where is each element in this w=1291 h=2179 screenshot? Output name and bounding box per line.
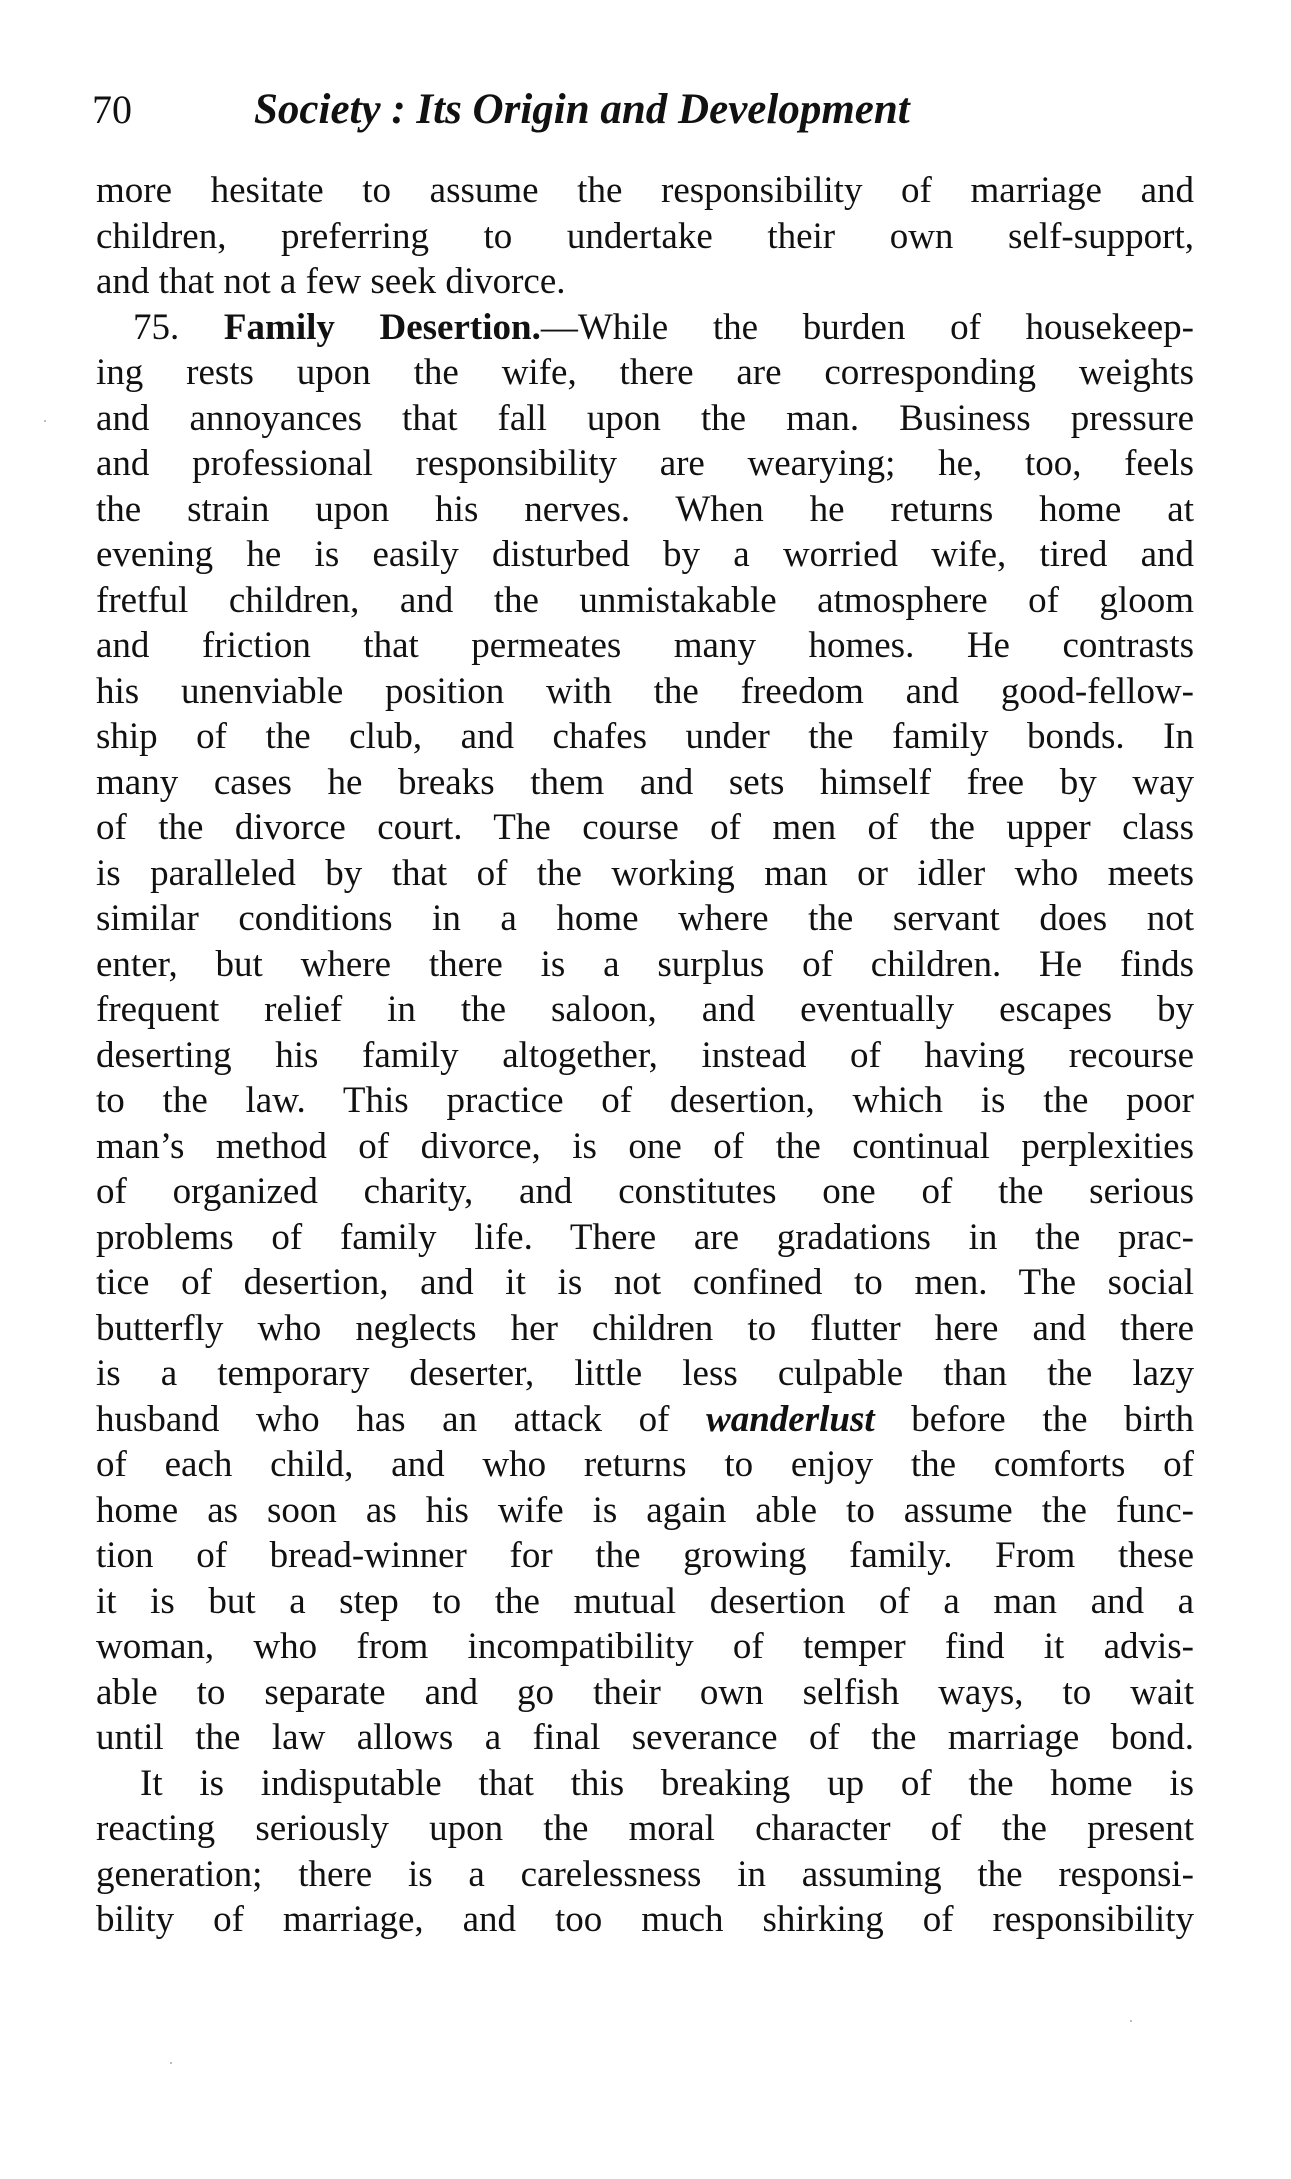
page-number: 70 bbox=[92, 87, 132, 132]
section-heading: Family Desertion. bbox=[223, 306, 541, 348]
paper-speck bbox=[44, 420, 46, 422]
text-line: and professional responsibility are wearying; he, too, feels bbox=[96, 443, 1194, 484]
section-first-line-text: —While the burden of housekeep- bbox=[540, 306, 1195, 348]
paper-speck bbox=[1130, 2020, 1132, 2022]
text-line: similar conditions in a home where the servant does not bbox=[96, 898, 1194, 939]
text-line: home as soon as his wife is again able to assume the func- bbox=[96, 1489, 1194, 1531]
section-start-line bbox=[96, 305, 1194, 351]
text-line: it is but a step to the mutual desertion of a man and a bbox=[96, 1580, 1194, 1622]
text-line: ing rests upon the wife, there are corresponding weights bbox=[96, 352, 1194, 393]
text-line: and friction that permeates many homes. He contrasts bbox=[96, 625, 1194, 666]
text-line: many cases he breaks them and sets himself free by way bbox=[96, 761, 1194, 803]
page-header bbox=[92, 82, 1192, 138]
text-line: woman, who from incompatibility of temper find it advis- bbox=[96, 1626, 1194, 1667]
text-line: bility of marriage, and too much shirking of responsibility bbox=[96, 1899, 1194, 1940]
text-line: fretful children, and the unmistakable atmosphere of gloom bbox=[96, 579, 1194, 621]
text-line: enter, but where there is a surplus of children. He finds bbox=[96, 943, 1194, 985]
text-line: tion of bread-winner for the growing family. From these bbox=[96, 1535, 1194, 1576]
text-line: is paralleled by that of the working man or idler who meets bbox=[96, 852, 1194, 894]
text-line: deserting his family altogether, instead of having recourse bbox=[96, 1034, 1194, 1076]
text-line: reacting seriously upon the moral character of the present bbox=[96, 1808, 1194, 1849]
text-line: tice of desertion, and it is not confined to men. The social bbox=[96, 1262, 1194, 1303]
text-line: ship of the club, and chafes under the family bonds. In bbox=[96, 716, 1194, 757]
text-line: generation; there is a carelessness in assuming the responsi- bbox=[96, 1853, 1194, 1895]
text-line: man’s method of divorce, is one of the continual perplexities bbox=[96, 1125, 1194, 1167]
text-line: of the divorce court. The course of men of the upper class bbox=[96, 807, 1194, 848]
text-line: evening he is easily disturbed by a worried wife, tired and bbox=[96, 534, 1194, 575]
text-line: butterfly who neglects her children to flutter here and there bbox=[96, 1307, 1194, 1349]
text-line: the strain upon his nerves. When he returns home at bbox=[96, 488, 1194, 530]
text-line: able to separate and go their own selfish ways, to wait bbox=[96, 1671, 1194, 1713]
body-text bbox=[96, 168, 1194, 1943]
text-line: children, preferring to undertake their own self-support, bbox=[96, 215, 1194, 257]
paper-speck bbox=[170, 2062, 172, 2064]
line-28-end: before the birth bbox=[874, 1398, 1194, 1440]
text-line-with-italic bbox=[96, 1397, 1194, 1443]
text-line: to the law. This practice of desertion, which is the poor bbox=[96, 1080, 1194, 1121]
text-line: his unenviable position with the freedom and good-fellow- bbox=[96, 670, 1194, 712]
text-line: frequent relief in the saloon, and eventually escapes by bbox=[96, 989, 1194, 1030]
section-number: 75. bbox=[133, 306, 180, 348]
text-line: until the law allows a final severance of the marriage bond. bbox=[96, 1717, 1194, 1758]
text-line: of each child, and who returns to enjoy the comforts of bbox=[96, 1444, 1194, 1485]
text-line: more hesitate to assume the responsibility of marriage and bbox=[96, 170, 1194, 211]
paragraph-start-line: It is indisputable that this breaking up of the home is bbox=[140, 1762, 1194, 1804]
running-title: Society : Its Origin and Development bbox=[254, 86, 910, 133]
italic-word: wanderlust bbox=[706, 1398, 875, 1440]
text-line: of organized charity, and constitutes one of the serious bbox=[96, 1171, 1194, 1212]
text-line: is a temporary deserter, little less culpable than the lazy bbox=[96, 1353, 1194, 1394]
text-line: problems of family life. There are gradations in the prac- bbox=[96, 1216, 1194, 1258]
text-line: and annoyances that fall upon the man. Business pressure bbox=[96, 397, 1194, 439]
line-28-start: husband who has an attack of bbox=[96, 1398, 707, 1440]
text-line: and that not a few seek divorce. bbox=[96, 261, 566, 302]
